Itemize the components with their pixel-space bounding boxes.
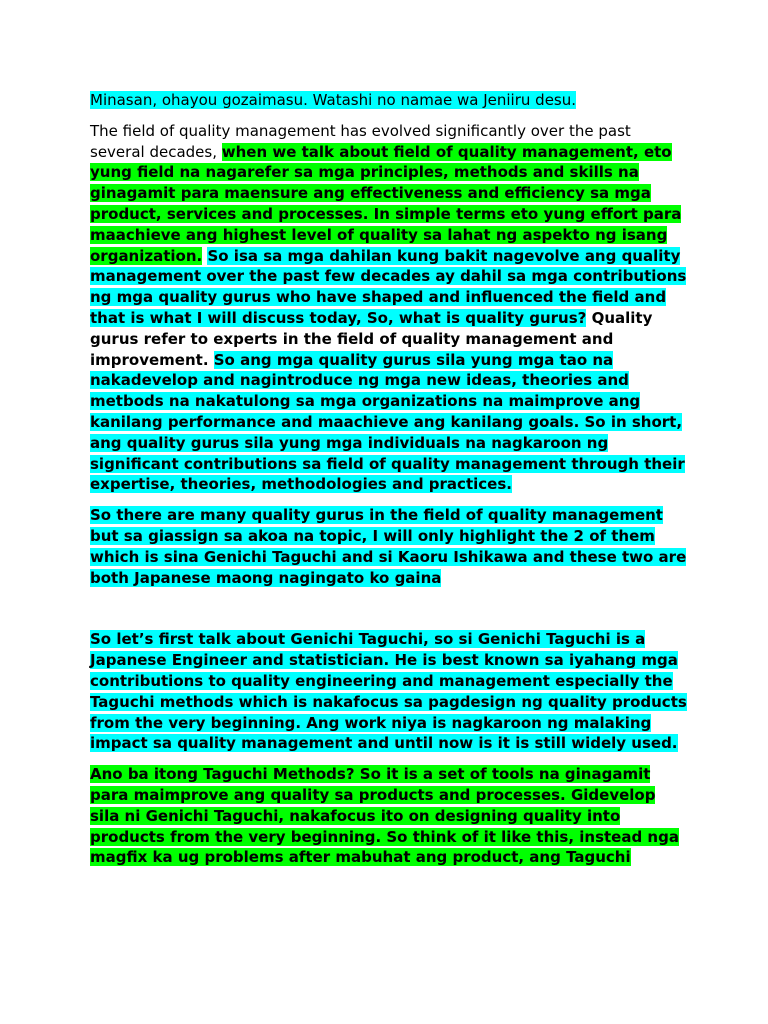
gurus-cyan-highlight: So there are many quality gurus in the field of quality management but sa giassign sa akoa na topic, I will only highlight the 2 of them which is sina Genichi Taguchi and si Kaoru Ishikawa and these two are both Japanese maong nagingato ko gaina	[90, 506, 687, 587]
paragraph-taguchi-methods	[90, 764, 690, 868]
paragraph-genichi-taguchi	[90, 629, 690, 754]
document-body	[90, 90, 690, 878]
paragraph-greeting	[90, 90, 690, 111]
greeting-text: Minasan, ohayou gozaimasu. Watashi no namae wa Jeniiru desu.	[90, 91, 577, 109]
intro-cyan-highlight-1: So isa sa mga dahilan kung bakit nagevolve ang quality management over the past few decades ay dahil sa mga contributions ng mga quality gurus who have shaped and influenced the field and that is what I will discuss today, So, what is quality gurus?	[90, 246, 687, 327]
intro-plain-text: The field of quality management has evolved significantly over the past several decades,	[90, 121, 631, 161]
intro-green-highlight: when we talk about field of quality management, eto yung field na nagarefer sa mga principles, methods and skills na ginagamit para maensure ang effectiveness and efficiency sa mga product, services and processes. In simple terms eto yung effort para maachieve ang highest level of quality sa lahat ng aspekto ng isang organization.	[90, 142, 682, 265]
paragraph-quality-gurus	[90, 505, 690, 588]
methods-green-highlight: Ano ba itong Taguchi Methods? So it is a set of tools na ginagamit para maimprove ang quality sa products and processes. Gidevelop sila ni Genichi Taguchi, nakafocus ito on designing quality into products from the very beginning. So think of it like this, instead nga magfix ka ug problems after mabuhat ang product, ang Taguchi	[90, 765, 679, 867]
intro-cyan-highlight-2: So ang mga quality gurus sila yung mga tao na nakadevelop and nagintroduce ng mga new ideas, theories and metbods na nakatulong sa mga organizations na maimprove ang kanilang performance and maachieve ang kanilang goals. So in short, ang quality gurus sila yung mga individuals na nagkaroon ng significant contributions sa field of quality management through their expertise, theories, methodologies and practices.	[90, 350, 685, 494]
taguchi-cyan-highlight: So let’s first talk about Genichi Taguchi, so si Genichi Taguchi is a Japanese Engineer and statistician. He is best known sa iyahang mga contributions to quality engineering and management especially the Taguchi methods which is nakafocus sa pagdesign ng quality products from the very beginning. Ang work niya is nagkaroon ng malaking impact sa quality management and until now is it is still widely used.	[90, 630, 687, 753]
paragraph-quality-management-intro	[90, 121, 690, 495]
intro-bold-definition: Quality gurus refer to experts in the field of quality management and improvement.	[90, 308, 653, 369]
